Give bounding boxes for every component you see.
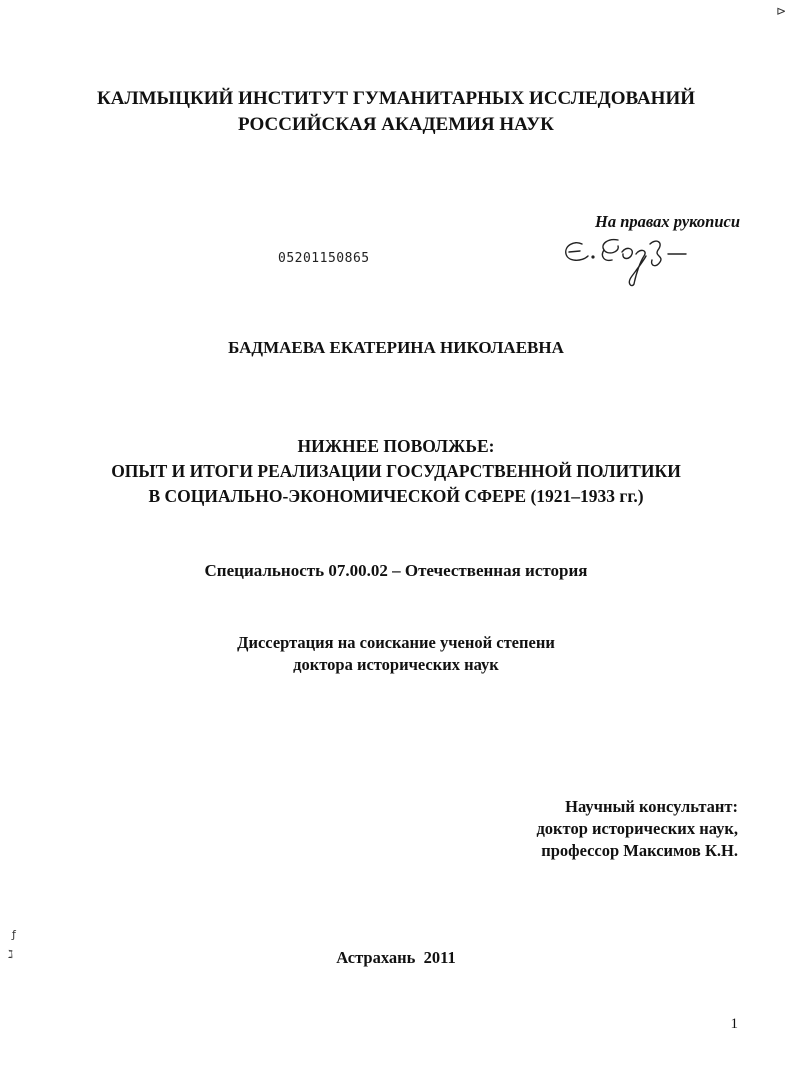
institute-name: КАЛМЫЦКИЙ ИНСТИТУТ ГУМАНИТАРНЫХ ИССЛЕДОВАНИЙ — [96, 88, 696, 109]
margin-mark-upper: ƒ — [12, 928, 16, 941]
margin-mark-lower: ℷ — [8, 948, 14, 961]
title-line-3: В СОЦИАЛЬНО-ЭКОНОМИЧЕСКОЙ СФЕРЕ (1921–1933 гг.) — [148, 486, 644, 506]
specialty: Специальность 07.00.02 – Отечественная история — [204, 561, 588, 580]
consultant-degree: доктор исторических наук, — [536, 819, 738, 838]
consultant-name: профессор Максимов К.Н. — [541, 841, 738, 860]
dissertation-line-1: Диссертация на соискание ученой степени — [237, 633, 555, 652]
page-number: 1 — [730, 1016, 738, 1032]
catalog-code: 05201150865 — [278, 251, 370, 266]
city-year: Астрахань 2011 — [336, 948, 456, 967]
corner-mark: ⊳ — [776, 4, 787, 18]
handwritten-signature — [560, 230, 710, 295]
academy-name: РОССИЙСКАЯ АКАДЕМИЯ НАУК — [238, 114, 554, 135]
consultant-label: Научный консультант: — [565, 797, 738, 816]
dissertation-line-2: доктора исторических наук — [293, 655, 499, 674]
title-line-1: НИЖНЕЕ ПОВОЛЖЬЕ: — [297, 436, 495, 456]
author-name: БАДМАЕВА ЕКАТЕРИНА НИКОЛАЕВНА — [228, 338, 564, 357]
title-line-2: ОПЫТ И ИТОГИ РЕАЛИЗАЦИИ ГОСУДАРСТВЕННОЙ ПОЛИТИКИ — [111, 461, 681, 481]
manuscript-rights: На правах рукописи — [595, 212, 740, 231]
